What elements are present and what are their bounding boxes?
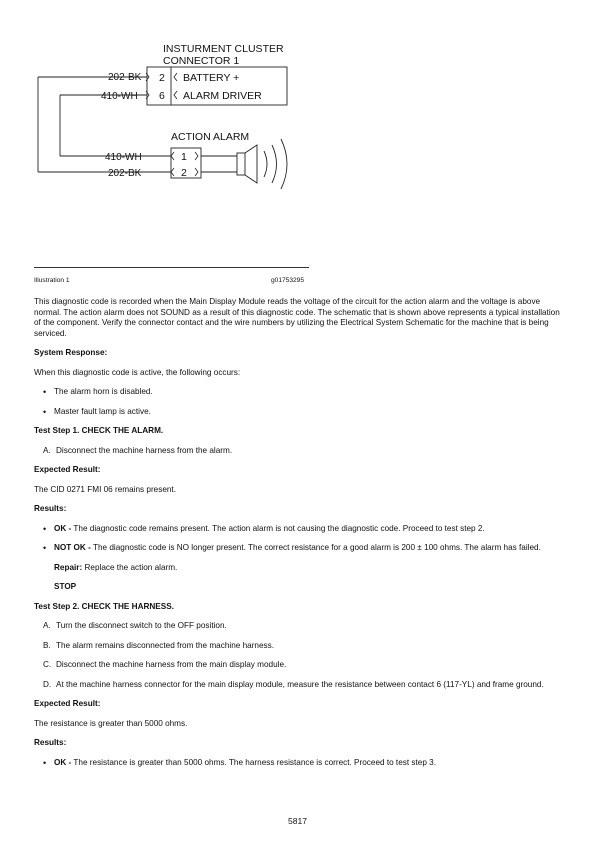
step-label: A. bbox=[43, 621, 51, 630]
ok-label: OK - bbox=[54, 757, 72, 767]
expected-result-text: The resistance is greater than 5000 ohms. bbox=[34, 718, 188, 728]
alarm-driver-label: ALARM DRIVER bbox=[183, 90, 262, 102]
repair-line bbox=[34, 563, 562, 574]
repair-label: Repair: bbox=[54, 562, 83, 572]
stop-line bbox=[34, 582, 562, 593]
alarm-pin-2-arrow-right bbox=[195, 168, 198, 176]
results-heading: Results: bbox=[34, 504, 67, 513]
step-label: B. bbox=[43, 640, 51, 650]
result-not-ok bbox=[34, 543, 562, 554]
expected-result-heading: Expected Result: bbox=[34, 699, 101, 708]
connector-title-line1: INSTURMENT CLUSTER bbox=[163, 43, 284, 55]
step-item bbox=[34, 621, 562, 632]
not-ok-text: The diagnostic code is NO longer present. The correct resistance for a good alarm is 200 ± 100 ohms. The alarm has failed. bbox=[90, 543, 541, 552]
intro-paragraph: This diagnostic code is recorded when the Main Display Module reads the voltage of the circuit for the action alarm and the voltage is above normal. The action alarm does not SOUND as a result of this diagnostic code. The schematic that is shown above represents a typical installation of the component. Verify the connector contact and the wire numbers by utilizing the Electrical System Schematic for the machine that is being serviced. bbox=[34, 297, 560, 338]
ok-text: The diagnostic code remains present. The action alarm is not causing the diagnostic code. Proceed to test step 2. bbox=[71, 523, 485, 533]
step-item bbox=[34, 641, 562, 652]
step-label: D. bbox=[43, 679, 52, 689]
horn-icon bbox=[237, 139, 287, 189]
list-item: • The alarm horn is disabled. bbox=[34, 387, 562, 398]
alarm-pin-1-arrow-right bbox=[195, 152, 198, 160]
step-label: A. bbox=[43, 445, 51, 455]
caption-rule bbox=[34, 267, 309, 268]
wire-label-410-wh-alarm: 410-WH bbox=[105, 152, 142, 163]
system-response-heading: System Response: bbox=[34, 348, 108, 357]
wiring-diagram bbox=[0, 0, 595, 270]
step-text: At the machine harness connector for the main display module, measure the resistance between contact 6 (117-YL) and frame ground. bbox=[56, 679, 544, 689]
alarm-pin-1-label: 1 bbox=[181, 151, 187, 163]
alarm-pin-2-label: 2 bbox=[181, 167, 187, 179]
page-number: 5817 bbox=[287, 816, 308, 826]
action-alarm-title: ACTION ALARM bbox=[171, 131, 250, 143]
document-body bbox=[34, 297, 562, 777]
connector-title-line2: CONNECTOR 1 bbox=[163, 55, 240, 67]
result-ok bbox=[34, 524, 562, 535]
pin-2-label: 2 bbox=[159, 72, 165, 84]
step-text: The alarm remains disconnected from the machine harness. bbox=[56, 640, 274, 650]
step-text: Disconnect the machine harness from the main display module. bbox=[56, 660, 287, 669]
step-item bbox=[34, 446, 562, 457]
test-step-2-heading: Test Step 2. CHECK THE HARNESS. bbox=[34, 601, 174, 611]
repair-text: Replace the action alarm. bbox=[82, 562, 178, 572]
expected-result-text: The CID 0271 FMI 06 remains present. bbox=[34, 484, 176, 494]
stop-label: STOP bbox=[54, 582, 77, 591]
step-label: C. bbox=[43, 660, 52, 669]
not-ok-label: NOT OK - bbox=[54, 543, 91, 552]
wire-label-202-bk-top: 202-BK bbox=[108, 72, 142, 83]
step-item bbox=[34, 680, 562, 691]
pin-arrow-2-right bbox=[174, 73, 177, 81]
pin-6-label: 6 bbox=[159, 90, 165, 102]
wire-label-202-bk-alarm: 202-BK bbox=[108, 168, 142, 179]
step-text: Turn the disconnect switch to the OFF position. bbox=[56, 621, 227, 630]
expected-result-heading: Expected Result: bbox=[34, 465, 101, 474]
step-text: Disconnect the machine harness from the alarm. bbox=[56, 445, 233, 455]
test-step-1-heading: Test Step 1. CHECK THE ALARM. bbox=[34, 426, 164, 435]
pin-arrow-6-right bbox=[174, 91, 177, 99]
step-item bbox=[34, 660, 562, 671]
result-ok bbox=[34, 758, 562, 769]
battery-plus-label: BATTERY + bbox=[183, 72, 240, 84]
ok-text: The resistance is greater than 5000 ohms. The harness resistance is correct. Proceed to test step 3. bbox=[71, 757, 436, 767]
ok-label: OK - bbox=[54, 523, 72, 533]
wire-label-410-wh-top: 410-WH bbox=[101, 91, 138, 102]
list-item: • Master fault lamp is active. bbox=[34, 407, 562, 418]
system-response-lead: When this diagnostic code is active, the following occurs: bbox=[34, 367, 241, 377]
illustration-id: g01753295 bbox=[271, 277, 305, 284]
results-heading: Results: bbox=[34, 738, 67, 747]
illustration-caption: Illustration 1 bbox=[34, 277, 70, 284]
